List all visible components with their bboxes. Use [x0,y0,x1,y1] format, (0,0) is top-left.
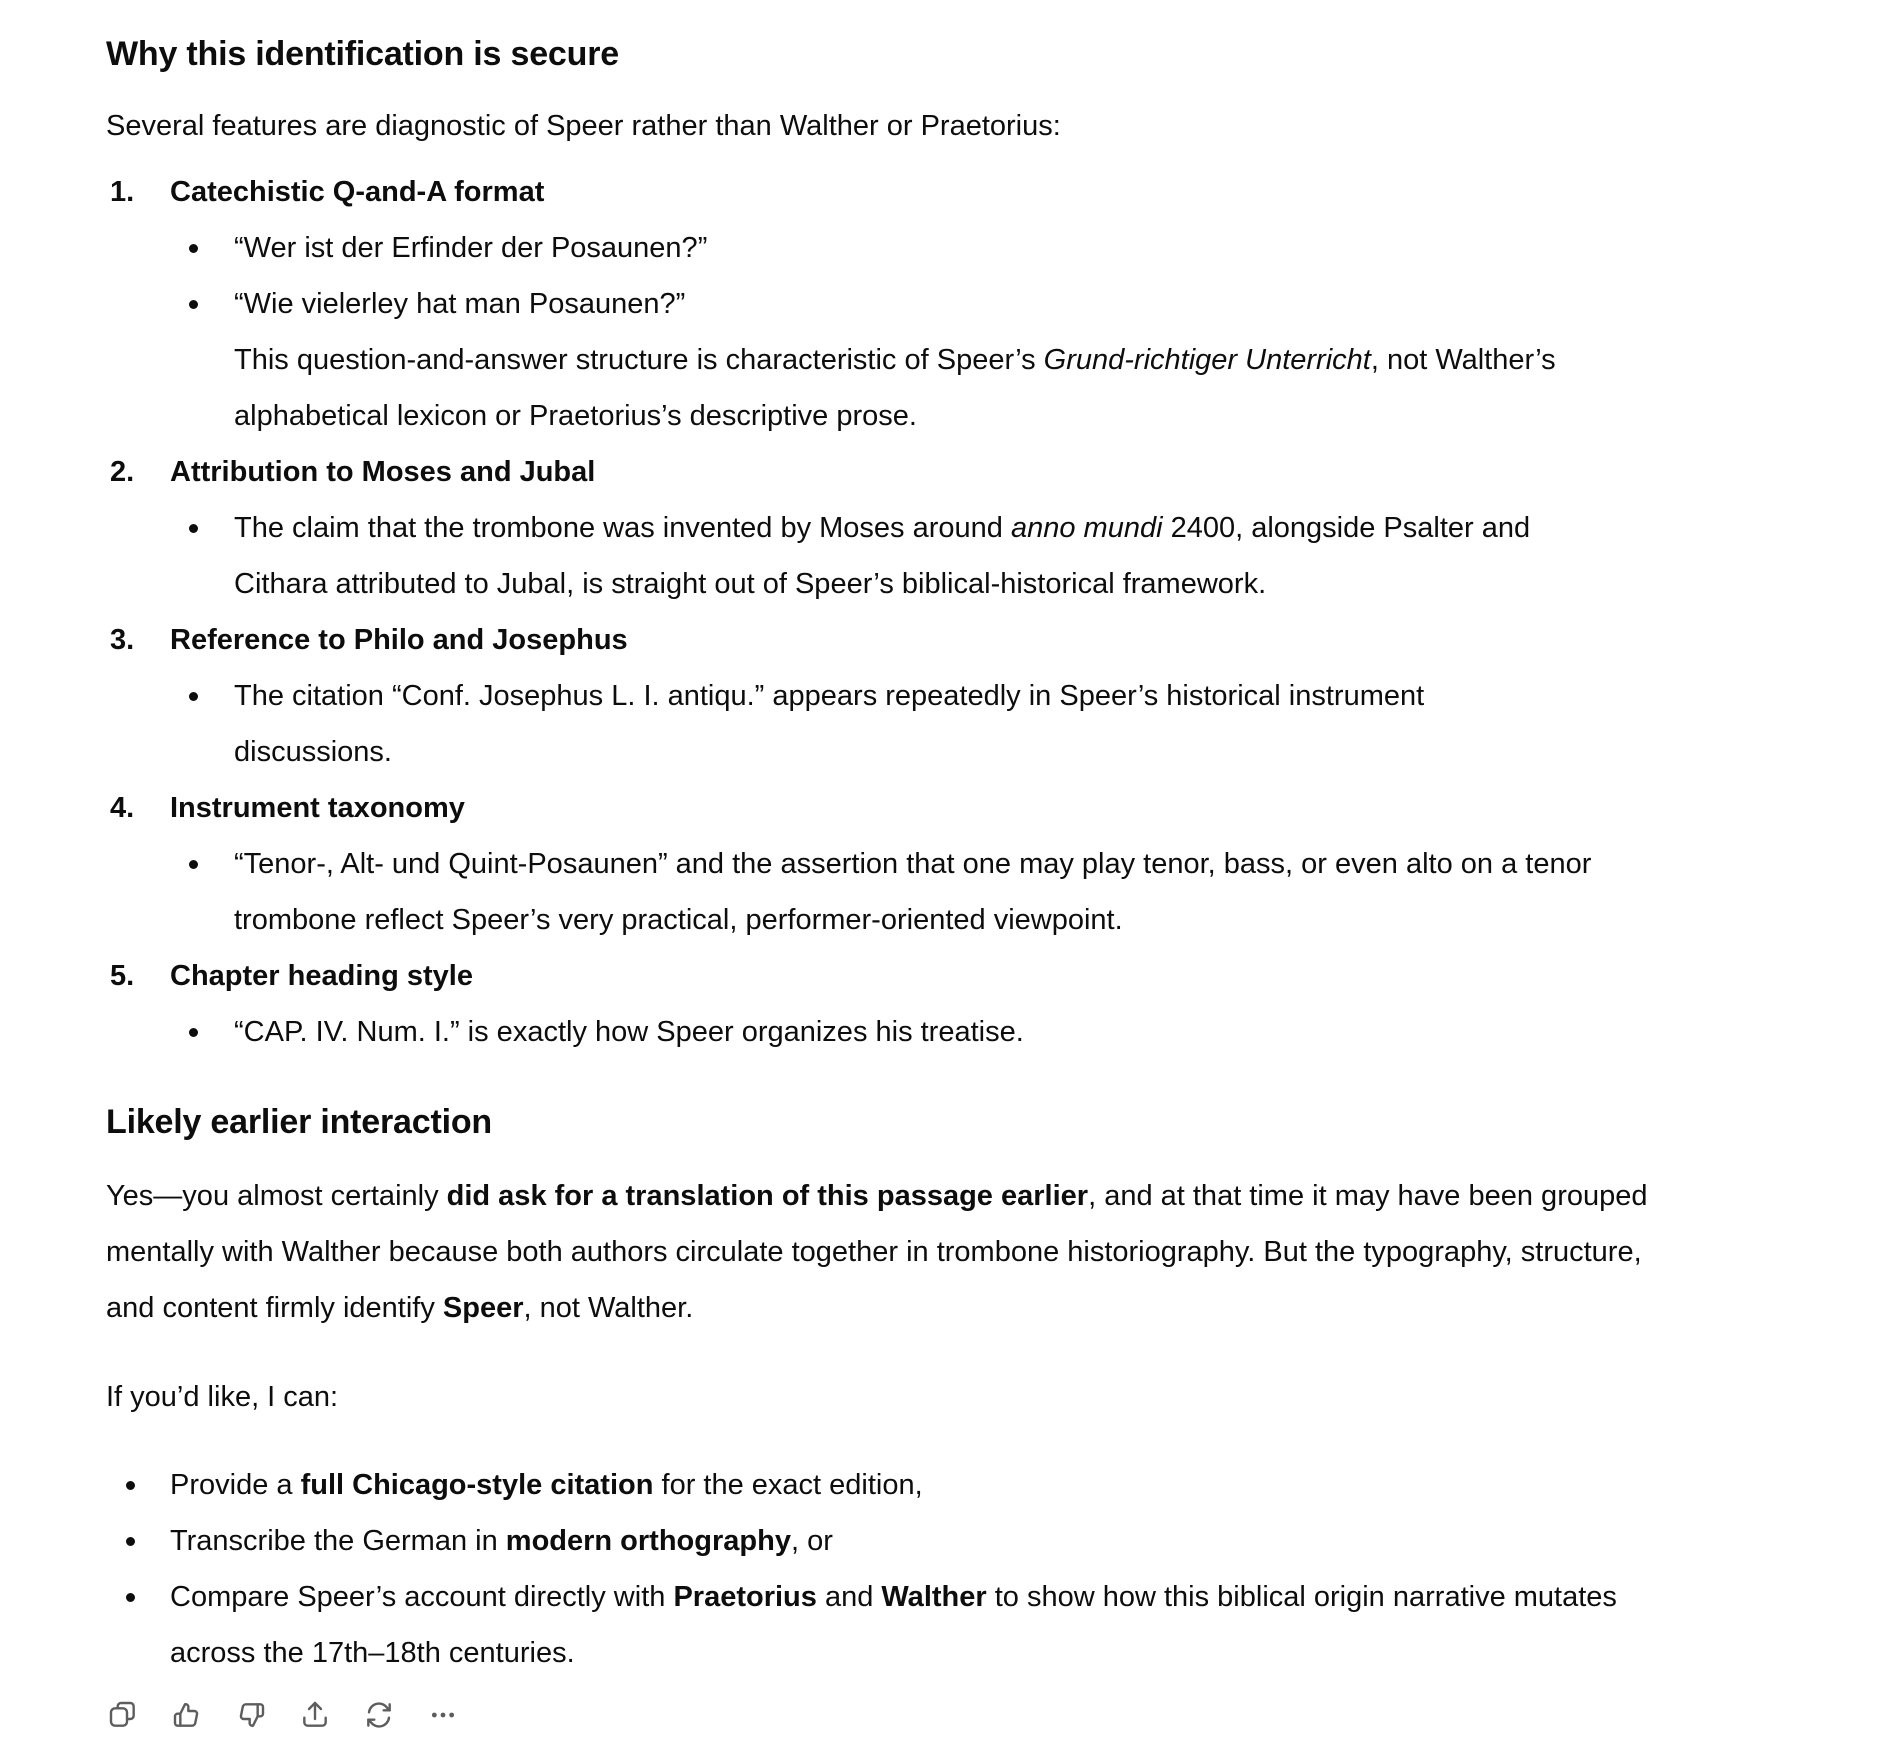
emphasis: Walther [881,1581,987,1613]
item-number: 1. [110,176,135,208]
feature-item-5 [106,948,1666,1060]
book-title: Grund-richtiger Unterricht [1043,344,1371,376]
more-actions-button[interactable] [426,1695,460,1735]
option-text: Compare Speer’s account directly with [170,1581,674,1613]
offer-paragraph: If you’d like, I can: [106,1381,339,1413]
thumbs-up-icon [171,1699,203,1731]
option-item [170,1513,1730,1569]
section-heading-identification: Why this identification is secure [106,35,619,73]
option-item [170,1457,1730,1513]
bullet-item [234,276,1666,444]
item-number: 5. [110,960,135,992]
emphasis: full Chicago-style citation [300,1469,654,1501]
bullet-item: “CAP. IV. Num. I.” is exactly how Speer organizes his treatise. [234,1004,1666,1060]
option-item [170,1569,1730,1681]
feature-title: Instrument taxonomy [170,792,465,824]
emphasis: did ask for a translation of this passage earlier [446,1180,1089,1212]
para-text: , and at that time it may have been grouped mentally with Walther because both authors circulate together in trombone historiography. But the typography, structure, and content firmly identify [106,1180,1648,1324]
offer-options-list [106,1457,1730,1681]
diagnostic-features-list [106,164,1666,1060]
bullet-text: The claim that the trombone was invented by Moses around [234,512,1011,544]
more-icon [427,1699,459,1731]
emphasis: Speer [442,1292,524,1324]
option-text: and [816,1581,882,1613]
share-icon [299,1699,331,1731]
copy-button[interactable] [106,1695,140,1735]
option-text: for the exact edition, [653,1469,923,1501]
bullet-item: The citation “Conf. Josephus L. I. antiqu.” appears repeatedly in Speer’s historical instrument discussions. [234,668,1666,780]
thumbs-down-icon [235,1699,267,1731]
option-text: to show how this biblical origin narrative mutates across the 17th–18th centuries. [170,1581,1617,1669]
italic-term: anno mundi [1010,512,1163,544]
bad-response-button[interactable] [234,1695,268,1735]
bullet-item [234,500,1666,612]
bullet-text: “Wie vielerley hat man Posaunen?” [234,288,686,320]
regenerate-button[interactable] [362,1695,396,1735]
option-text: Provide a [170,1469,301,1501]
option-text: Transcribe the German in [170,1525,506,1557]
note-text: , not Walther’s alphabetical lexicon or Praetorius’s descriptive prose. [234,344,1556,432]
para-text: Yes—you almost certainly [106,1180,447,1212]
message-actions-bar [106,1695,460,1735]
copy-icon [107,1699,139,1731]
note-text: This question-and-answer structure is characteristic of Speer’s [234,344,1044,376]
bullet-item: “Wer ist der Erfinder der Posaunen?” [234,220,1666,276]
para-text: , not Walther. [523,1292,694,1324]
feature-title: Catechistic Q-and-A format [170,176,545,208]
item-number: 3. [110,624,135,656]
feature-item-3 [106,612,1666,780]
item-number: 4. [110,792,135,824]
regenerate-icon [363,1699,395,1731]
option-text: , or [790,1525,833,1557]
feature-item-2 [106,444,1666,612]
feature-title: Chapter heading style [170,960,473,992]
intro-paragraph: Several features are diagnostic of Speer rather than Walther or Praetorius: [106,110,1061,142]
feature-title: Reference to Philo and Josephus [170,624,628,656]
feature-bullets [170,668,1666,780]
share-button[interactable] [298,1695,332,1735]
feature-bullets [170,500,1666,612]
feature-bullets [170,220,1666,444]
bullet-item: “Tenor-, Alt- und Quint-Posaunen” and the assertion that one may play tenor, bass, or even alto on a tenor trombone reflect Speer’s very practical, performer-oriented viewpoint. [234,836,1666,948]
good-response-button[interactable] [170,1695,204,1735]
emphasis: modern orthography [505,1525,791,1557]
feature-bullets [170,836,1666,948]
earlier-interaction-paragraph [106,1168,1666,1336]
feature-title: Attribution to Moses and Jubal [170,456,596,488]
feature-item-4 [106,780,1666,948]
emphasis: Praetorius [673,1581,817,1613]
section-heading-earlier-interaction: Likely earlier interaction [106,1103,492,1141]
feature-item-1 [106,164,1666,444]
item-number: 2. [110,456,135,488]
feature-bullets [170,1004,1666,1060]
bullet-text: 2400, alongside Psalter and Cithara attributed to Jubal, is straight out of Speer’s biblical-historical framework. [234,512,1531,600]
